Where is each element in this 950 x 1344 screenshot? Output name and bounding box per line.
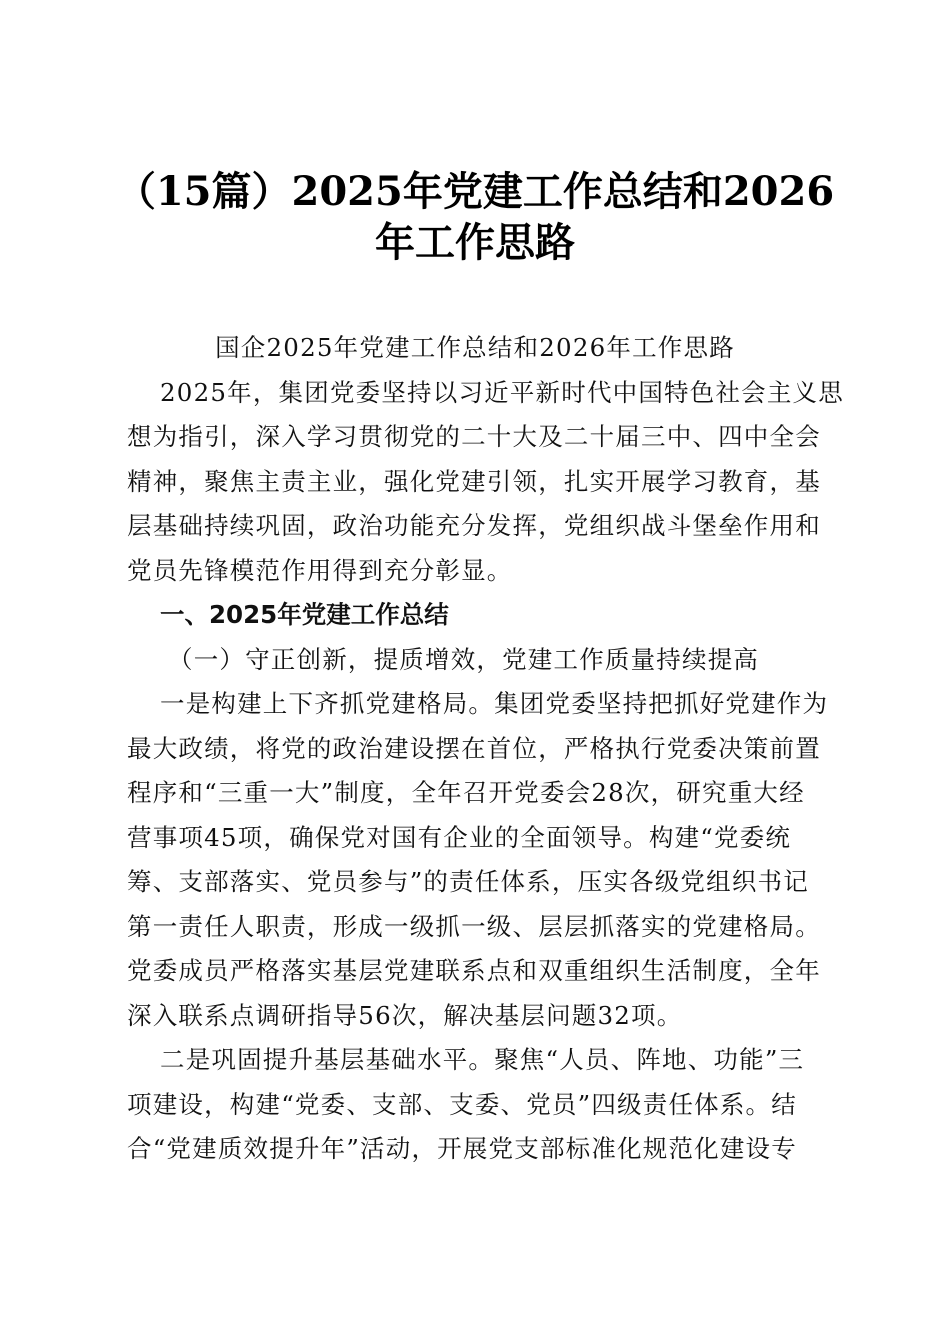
paragraph1-line: 一是构建上下齐抓党建格局。集团党委坚持把抓好党建作为 [160, 689, 829, 718]
paragraph1-line: 第一责任人职责，形成一级抓一级、层层抓落实的党建格局。 [127, 912, 821, 941]
paragraph1-line: 最大政绩，将党的政治建设摆在首位，严格执行党委决策前置 [127, 734, 821, 763]
paragraph1-line: 深入联系点调研指导56次，解决基层问题32项。 [127, 1001, 683, 1030]
intro-line: 层基础持续巩固，政治功能充分发挥，党组织战斗堡垒作用和 [127, 511, 821, 540]
paragraph2-line: 二是巩固提升基层基础水平。聚焦“人员、阵地、功能”三 [160, 1045, 805, 1074]
paragraph2-line: 项建设，构建“党委、支部、支委、党员”四级责任体系。结 [127, 1090, 797, 1119]
paragraph1-line: 程序和“三重一大”制度，全年召开党委会28次，研究重大经 [127, 778, 805, 807]
document-title-line-1: （15篇）2025年党建工作总结和2026 [115, 168, 835, 215]
intro-line: 想为指引，深入学习贯彻党的二十大及二十届三中、四中全会 [127, 422, 821, 451]
paragraph1-line: 党委成员严格落实基层党建联系点和双重组织生活制度，全年 [127, 956, 821, 985]
intro-line: 2025年，集团党委坚持以习近平新时代中国特色社会主义思 [160, 378, 844, 407]
document-title-line-2: 年工作思路 [375, 219, 575, 266]
subsection-heading: （一）守正创新，提质增效，党建工作质量持续提高 [168, 645, 760, 674]
intro-line: 党员先锋模范作用得到充分彰显。 [127, 556, 513, 585]
paragraph2-line: 合“党建质效提升年”活动，开展党支部标准化规范化建设专 [127, 1134, 797, 1163]
document-subtitle: 国企2025年党建工作总结和2026年工作思路 [215, 333, 735, 362]
section-heading: 一、2025年党建工作总结 [160, 600, 449, 629]
intro-line: 精神，聚焦主责主业，强化党建引领，扎实开展学习教育，基 [127, 467, 821, 496]
paragraph1-line: 筹、支部落实、党员参与”的责任体系，压实各级党组织书记 [127, 867, 809, 896]
paragraph1-line: 营事项45项，确保党对国有企业的全面领导。构建“党委统 [127, 823, 792, 852]
